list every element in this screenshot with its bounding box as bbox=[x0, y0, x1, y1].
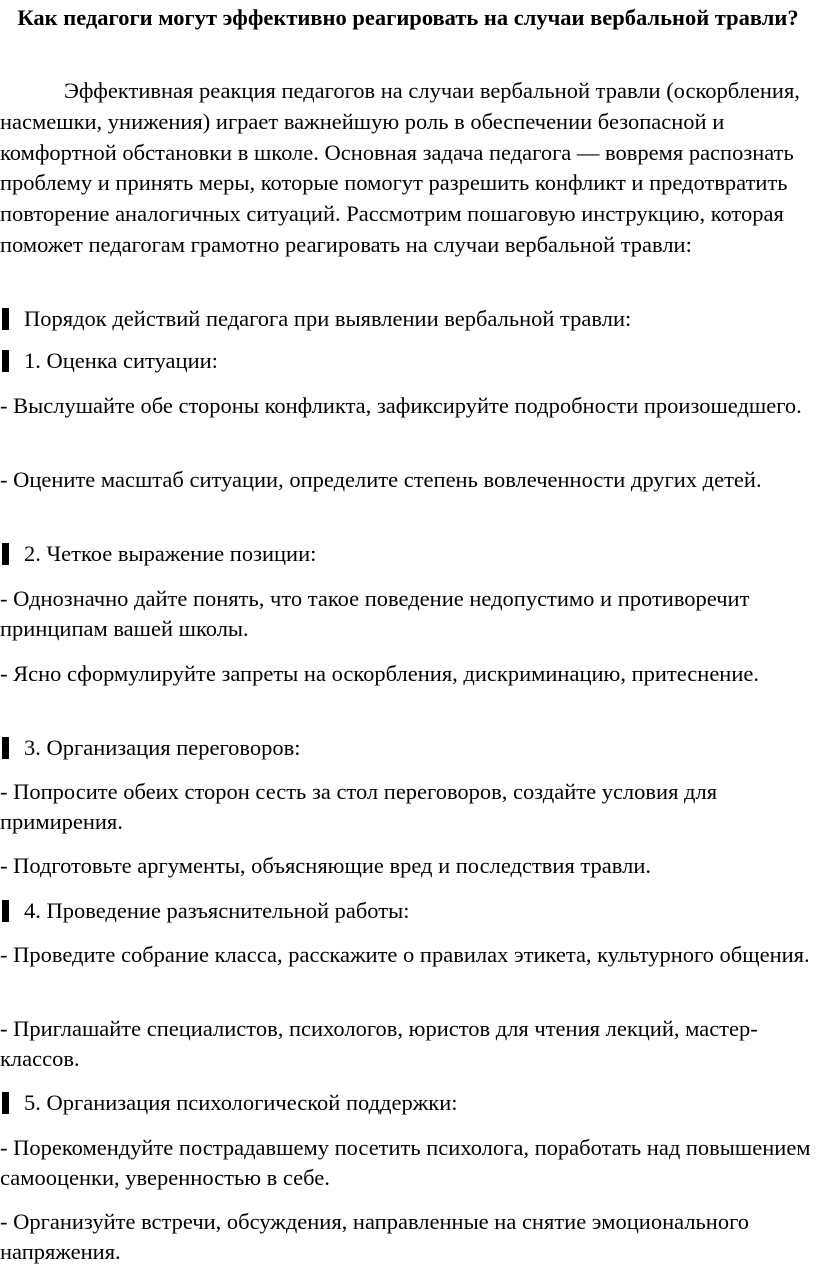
bullet-marker-icon bbox=[2, 737, 9, 759]
step-2-heading-text: 2. Четкое выражение позиции: bbox=[24, 541, 317, 566]
step-1-heading bbox=[0, 346, 816, 376]
step-2-heading bbox=[0, 539, 816, 569]
step-3-heading-text: 3. Организация переговоров: bbox=[24, 735, 301, 760]
bullet-marker-icon bbox=[2, 350, 9, 372]
step-1-heading-text: 1. Оценка ситуации: bbox=[24, 348, 218, 373]
step-1-item-2: - Оцените масштаб ситуации, определите степень вовлеченности других детей. bbox=[0, 467, 762, 492]
bullet-marker-icon bbox=[2, 543, 9, 565]
step-2-item-1: - Однозначно дайте понять, что такое поведение недопустимо и противоречит принципам вашей школы. bbox=[0, 586, 750, 641]
step-5-item-2: - Организуйте встречи, обсуждения, направленные на снятие эмоционального напряжения. bbox=[0, 1209, 750, 1264]
procedure-heading-text: Порядок действий педагога при выявлении вербальной травли: bbox=[24, 306, 632, 331]
intro-paragraph: Эффективная реакция педагогов на случаи вербальной травли (оскорбления, насмешки, унижения) играет важнейшую роль в обеспечении безопасной и комфортной обстановки в школе. Основная задача педагога — вовремя распознать проблему и принять меры, которые помогут разрешить конфликт и предотвратить повторение аналогичных ситуаций. Рассмотрим пошаговую инструкцию, которая поможет педагогам грамотно реагировать на случаи вербальной травли: bbox=[0, 78, 800, 257]
bullet-marker-icon bbox=[2, 1092, 9, 1114]
step-3-item-1: - Попросите обеих сторон сесть за стол переговоров, создайте условия для примирения. bbox=[0, 779, 718, 834]
step-4-item-2: - Приглашайте специалистов, психологов, юристов для чтения лекций, мастер-классов. bbox=[0, 1016, 758, 1071]
step-2-item-2: - Ясно сформулируйте запреты на оскорбления, дискриминацию, притеснение. bbox=[0, 661, 760, 686]
bullet-marker-icon bbox=[2, 900, 9, 922]
step-5-heading bbox=[0, 1088, 816, 1118]
bullet-marker-icon bbox=[2, 308, 9, 330]
procedure-heading bbox=[0, 304, 816, 334]
step-4-heading bbox=[0, 896, 816, 926]
step-5-heading-text: 5. Организация психологической поддержки: bbox=[24, 1090, 458, 1115]
step-4-item-1: - Проведите собрание класса, расскажите о правилах этикета, культурного общения. bbox=[0, 942, 810, 967]
step-5-item-1: - Порекомендуйте пострадавшему посетить психолога, поработать над повышением самооценки, уверенностью в себе. bbox=[0, 1135, 811, 1190]
document-title: Как педагоги могут эффективно реагировать на случаи вербальной травли? bbox=[17, 5, 799, 30]
step-1-item-1: - Выслушайте обе стороны конфликта, зафиксируйте подробности произошедшего. bbox=[0, 393, 802, 418]
step-3-heading bbox=[0, 733, 816, 763]
step-3-item-2: - Подготовьте аргументы, объясняющие вред и последствия травли. bbox=[0, 853, 651, 878]
step-4-heading-text: 4. Проведение разъяснительной работы: bbox=[24, 898, 410, 923]
